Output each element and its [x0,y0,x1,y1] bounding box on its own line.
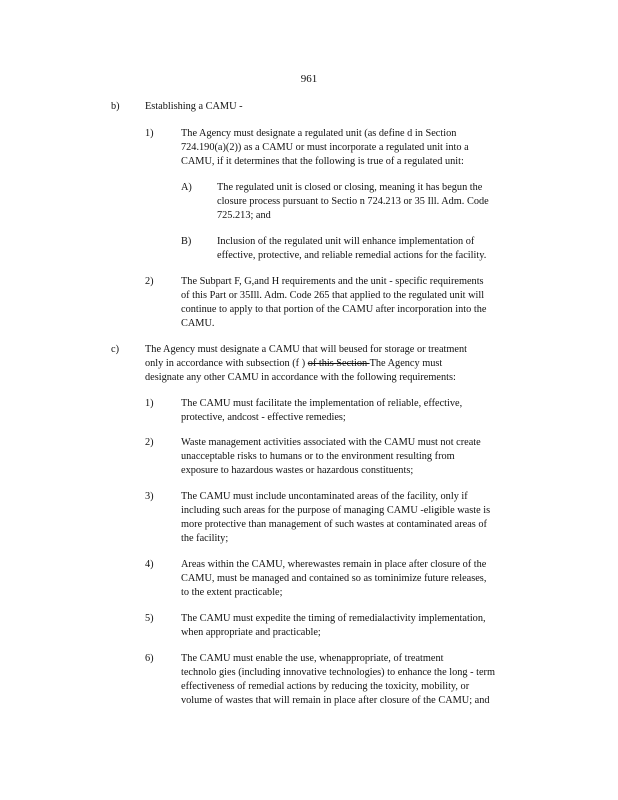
section-c-line2-text: only in accordance with subsection (f ) [145,358,308,369]
section-c-item-line: Waste management activities associated with the CAMU must not create [181,437,481,448]
section-b-item1-subA-label: A) [181,182,192,193]
section-c-line: designate any other CAMU in accordance with the following requirements: [145,372,456,383]
section-b-label: b) [111,101,120,112]
section-b-item1-subA-line: 725.213; and [217,210,271,221]
section-c-item-label: 1) [145,398,154,409]
section-c-line2-text: The Agency must [369,358,443,369]
section-c-line [145,357,442,371]
section-c-item-line: Areas within the CAMU, wherewastes remain in place after closure of the [181,559,487,570]
section-c-item-line: including such areas for the purpose of managing CAMU -eligible waste is [181,505,491,516]
page-number: 961 [300,73,318,85]
section-c-item-line: exposure to hazardous wastes or hazardous constituents; [181,465,414,476]
section-b-item2-line: of this Part or 35Ill. Adm. Code 265 that applied to the regulated unit will [181,290,485,301]
section-c-item-label: 3) [145,491,154,502]
section-b-item2-line: continue to apply to that portion of the CAMU after incorporation into the [181,304,487,315]
section-b-item1-subB-line: effective, protective, and reliable remedial actions for the facility. [217,250,487,261]
section-b-item1-subB-line: Inclusion of the regulated unit will enhance implementation of [217,236,475,247]
section-c-item-line: CAMU, must be managed and contained so as tominimize future releases, [181,573,487,584]
section-c-item-line: the facility; [181,533,229,544]
section-c-item-label: 6) [145,653,154,664]
section-b-item1-line: The Agency must designate a regulated unit (as define d in Section [181,128,457,139]
section-c-item-line: unacceptable risks to humans or to the environment resulting from [181,451,455,462]
section-c-label: c) [111,344,119,355]
section-c-line: The Agency must designate a CAMU that will beused for storage or treatment [145,344,467,355]
section-c-item-line: when appropriate and practicable; [181,627,321,638]
section-b-item1-subB-label: B) [181,236,192,247]
section-c-item-label: 2) [145,437,154,448]
section-c-item-line: The CAMU must expedite the timing of remedialactivity implementation, [181,613,486,624]
section-b-item1-line: CAMU, if it determines that the following is true of a regulated unit: [181,156,464,167]
section-c-item-label: 5) [145,613,154,624]
section-c-item-line: volume of wastes that will remain in place after closure of the CAMU; and [181,695,490,706]
section-b-item2-line: The Subpart F, G,and H requirements and the unit - specific requirements [181,276,484,287]
section-b-item1-subA-line: The regulated unit is closed or closing, meaning it has begun the [217,182,483,193]
section-c-item-line: The CAMU must enable the use, whenappropriate, of treatment [181,653,444,664]
section-c-item-line: protective, andcost - effective remedies; [181,412,346,423]
section-c-item-line: to the extent practicable; [181,587,283,598]
section-b-item1-subA-line: closure process pursuant to Sectio n 724.213 or 35 Ill. Adm. Code [217,196,489,207]
section-c-item-label: 4) [145,559,154,570]
struck-text: of this Section [307,358,370,369]
section-c-item-line: The CAMU must include uncontaminated areas of the facility, only if [181,491,468,502]
section-c-item-line: effectiveness of remedial actions by reducing the toxicity, mobility, or [181,681,470,692]
section-b-item1-line: 724.190(a)(2)) as a CAMU or must incorporate a regulated unit into a [181,142,469,153]
section-b-item2-line: CAMU. [181,318,215,329]
section-c-item-line: The CAMU must facilitate the implementation of reliable, effective, [181,398,463,409]
section-b-heading: Establishing a CAMU - [145,101,243,112]
section-c-item-line: technolo gies (including innovative technologies) to enhance the long - term [181,667,495,678]
section-b-item2-label: 2) [145,276,154,287]
section-b-item1-label: 1) [145,128,154,139]
section-c-item-line: more protective than management of such wastes at contaminated areas of [181,519,487,530]
